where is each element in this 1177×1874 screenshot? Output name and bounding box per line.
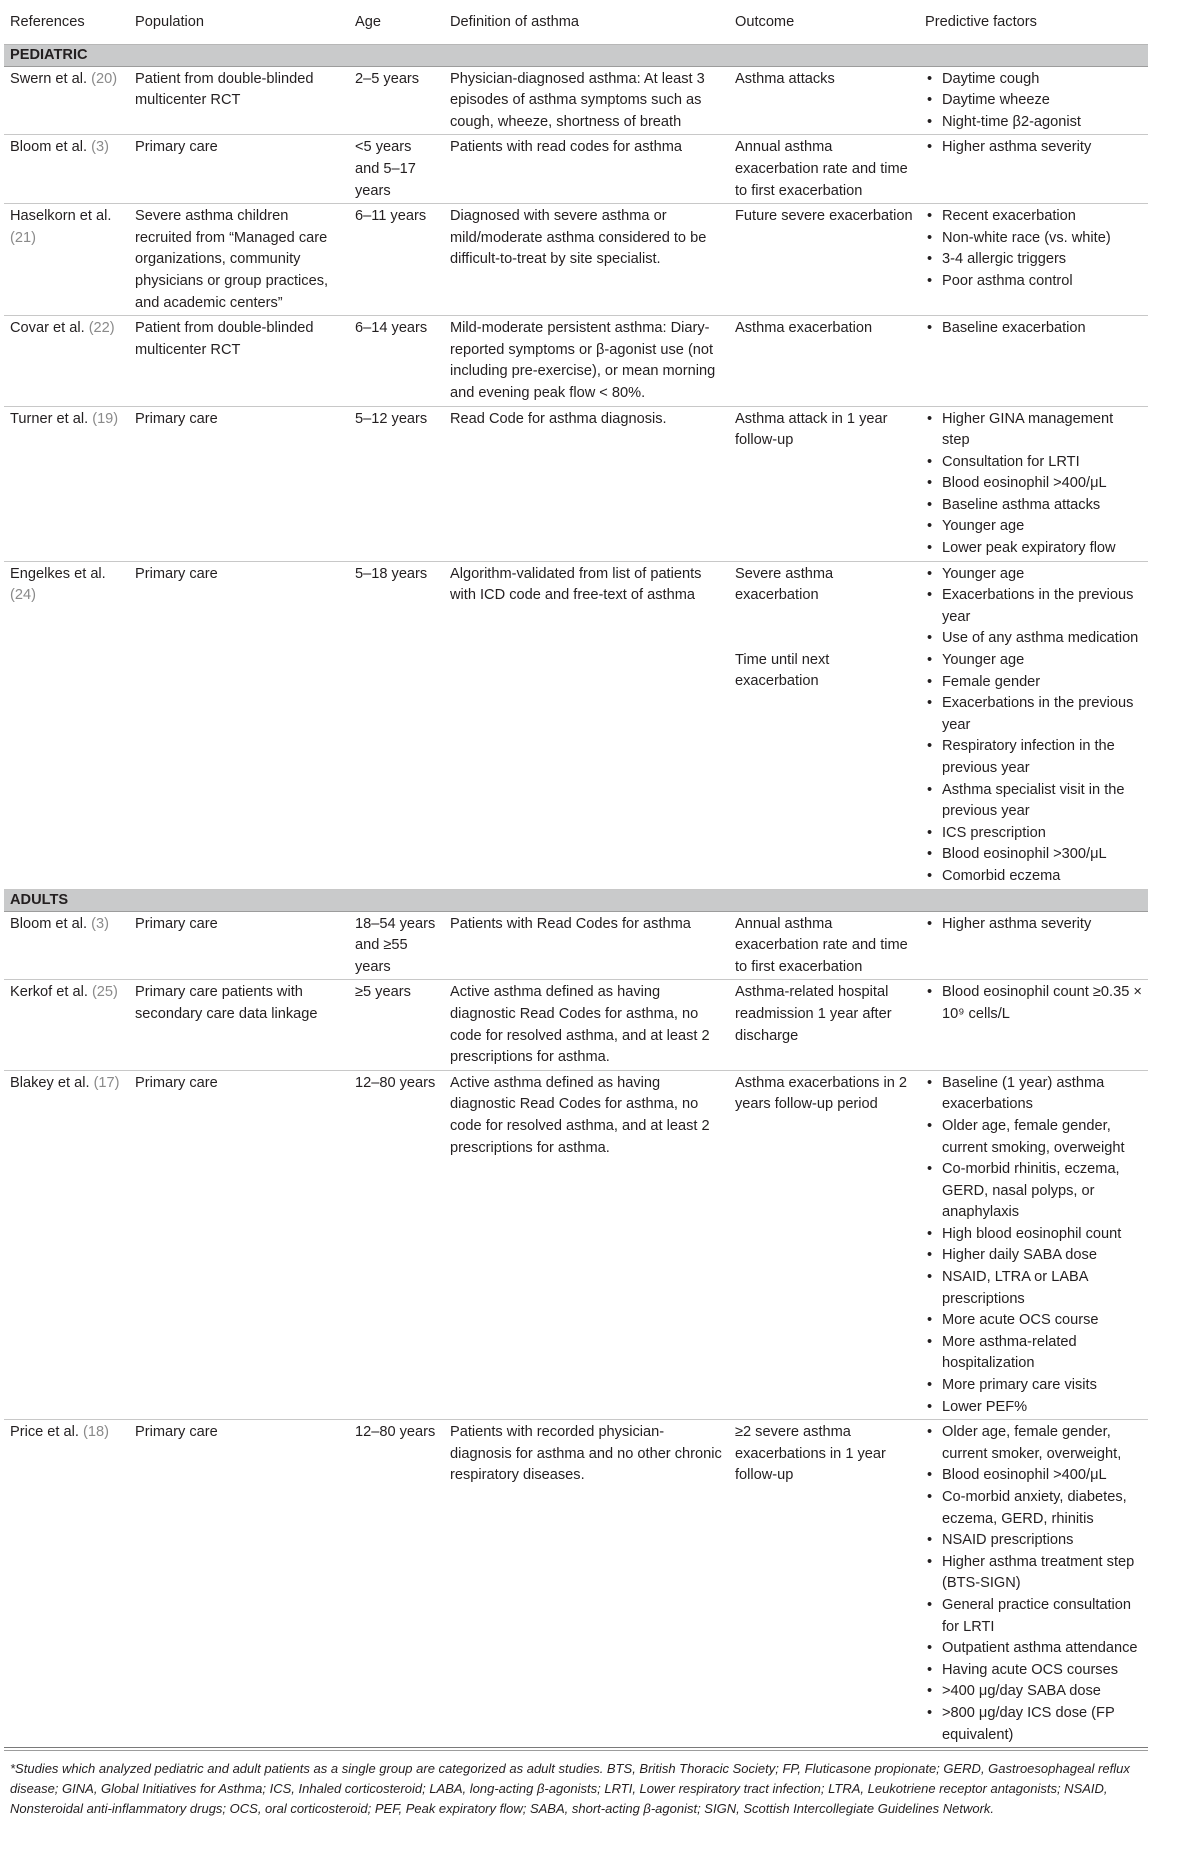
definition-cell: Patients with recorded physician-diagnosis for asthma and no other chronic respiratory diseases. <box>444 1420 729 1748</box>
table-row <box>4 561 1148 889</box>
table-row <box>4 911 1148 980</box>
predictive-factors-cell <box>919 316 1148 406</box>
outcome-cell <box>729 911 919 980</box>
predictive-factors-cell <box>919 561 1148 889</box>
citation-link[interactable]: (25) <box>91 984 118 1001</box>
outcome-cell <box>729 66 919 135</box>
reference-cell <box>4 911 129 980</box>
population-cell: Primary care patients with secondary care data linkage <box>129 980 349 1070</box>
predictive-factors-cell <box>919 1420 1148 1748</box>
predictive-factors-list <box>925 69 1142 134</box>
header-age: Age <box>349 0 444 44</box>
predictive-factor-item: • Blood eosinophil >400/μL <box>925 1465 1142 1487</box>
table-row <box>4 66 1148 135</box>
age-cell: ≥5 years <box>349 980 444 1070</box>
predictive-factor-item: • Blood eosinophil >400/μL <box>925 473 1142 495</box>
predictive-factor-item: • Co-morbid anxiety, diabetes, eczema, GERD, rhinitis <box>925 1487 1142 1530</box>
predictive-factors-list <box>925 564 1142 888</box>
table-header <box>4 0 1148 44</box>
predictive-factor-item: • Blood eosinophil count ≥0.35 × 10⁹ cells/L <box>925 982 1142 1025</box>
predictive-factors-cell <box>919 135 1148 204</box>
outcome-cell <box>729 1420 919 1748</box>
table-row <box>4 135 1148 204</box>
predictive-factor-item: • >400 μg/day SABA dose <box>925 1681 1142 1703</box>
citation-link[interactable]: (19) <box>92 410 119 427</box>
age-cell: 12–80 years <box>349 1420 444 1748</box>
table-row <box>4 316 1148 406</box>
table-body <box>4 44 1148 1748</box>
predictive-factor-item: • Baseline asthma attacks <box>925 495 1142 517</box>
table-row <box>4 204 1148 316</box>
predictive-factor-item: • Daytime cough <box>925 69 1142 91</box>
outcome-text: Time until next exacerbation <box>735 651 830 690</box>
predictive-factors-cell <box>919 406 1148 561</box>
predictive-factors-cell <box>919 980 1148 1070</box>
reference-author: Blakey et al. <box>10 1074 90 1091</box>
population-cell: Primary care <box>129 1070 349 1420</box>
predictive-factor-item: • Younger age <box>925 564 1142 586</box>
population-cell: Primary care <box>129 561 349 889</box>
predictive-factor-item: • More acute OCS course <box>925 1310 1142 1332</box>
age-cell: 18–54 years and ≥55 years <box>349 911 444 980</box>
outcome-text: Asthma-related hospital readmission 1 year after discharge <box>735 984 892 1044</box>
outcome-cell <box>729 135 919 204</box>
predictive-factor-item: • Younger age <box>925 650 1142 672</box>
predictive-factor-item: • General practice consultation for LRTI <box>925 1595 1142 1638</box>
definition-cell: Patients with Read Codes for asthma <box>444 911 729 980</box>
predictive-factor-item: • 3-4 allergic triggers <box>925 249 1142 271</box>
citation-link[interactable]: (22) <box>88 320 115 337</box>
predictive-factor-item: • >800 μg/day ICS dose (FP equivalent) <box>925 1703 1142 1746</box>
predictive-factor-item: • Use of any asthma medication <box>925 628 1142 650</box>
header-references: References <box>4 0 129 44</box>
predictive-factor-item: • Daytime wheeze <box>925 90 1142 112</box>
predictive-factor-item: • Consultation for LRTI <box>925 452 1142 474</box>
predictive-factor-item: • More primary care visits <box>925 1375 1142 1397</box>
reference-author: Bloom et al. <box>10 915 88 932</box>
population-cell: Primary care <box>129 911 349 980</box>
citation-link[interactable]: (21) <box>10 229 36 246</box>
predictive-factors-list <box>925 914 1142 936</box>
predictive-factors-list <box>925 982 1142 1025</box>
reference-cell <box>4 1420 129 1748</box>
predictive-factor-item: • Higher asthma severity <box>925 137 1142 159</box>
section-header-row <box>4 889 1148 911</box>
predictive-factors-list <box>925 206 1142 292</box>
predictive-factor-item: • NSAID prescriptions <box>925 1530 1142 1552</box>
citation-link[interactable]: (3) <box>91 915 109 932</box>
outcome-text: Asthma exacerbations in 2 years follow-up period <box>735 1074 907 1113</box>
outcome-cell <box>729 204 919 316</box>
population-cell: Patient from double-blinded multicenter RCT <box>129 66 349 135</box>
population-cell: Patient from double-blinded multicenter RCT <box>129 316 349 406</box>
outcome-cell <box>729 980 919 1070</box>
predictive-factor-item: • Older age, female gender, current smoking, overweight <box>925 1116 1142 1159</box>
population-cell: Primary care <box>129 135 349 204</box>
header-row <box>4 0 1148 44</box>
predictive-factor-item: • Baseline (1 year) asthma exacerbations <box>925 1073 1142 1116</box>
reference-cell <box>4 204 129 316</box>
table-row <box>4 1420 1148 1748</box>
citation-link[interactable]: (24) <box>10 587 36 604</box>
predictive-factors-list <box>925 137 1142 159</box>
predictive-factor-item: • Higher daily SABA dose <box>925 1245 1142 1267</box>
definition-cell: Patients with read codes for asthma <box>444 135 729 204</box>
citation-link[interactable]: (18) <box>83 1424 109 1441</box>
outcome-text: Asthma exacerbation <box>735 320 873 337</box>
outcome-cell <box>729 316 919 406</box>
definition-cell: Mild-moderate persistent asthma: Diary-reported symptoms or β-agonist use (not including pre-exercise), or mean morning and evening peak flow < 80%. <box>444 316 729 406</box>
predictive-factor-item: • More asthma-related hospitalization <box>925 1332 1142 1375</box>
population-cell: Severe asthma children recruited from “Managed care organizations, community physicians or group practices, and academic centers” <box>129 204 349 316</box>
reference-author: Engelkes et al. <box>10 565 106 582</box>
header-definition: Definition of asthma <box>444 0 729 44</box>
predictive-factors-cell <box>919 1070 1148 1420</box>
reference-cell <box>4 1070 129 1420</box>
reference-cell <box>4 135 129 204</box>
definition-cell: Diagnosed with severe asthma or mild/moderate asthma considered to be difficult-to-treat by site specialist. <box>444 204 729 316</box>
population-cell: Primary care <box>129 406 349 561</box>
predictive-factor-item: • ICS prescription <box>925 823 1142 845</box>
predictive-factors-cell <box>919 204 1148 316</box>
predictive-factor-item: • Older age, female gender, current smoker, overweight, <box>925 1422 1142 1465</box>
predictive-factor-item: • Higher asthma severity <box>925 914 1142 936</box>
reference-author: Price et al. <box>10 1424 79 1441</box>
citation-link[interactable]: (20) <box>91 70 118 87</box>
definition-cell: Active asthma defined as having diagnostic Read Codes for asthma, no code for resolved asthma, and at least 2 prescriptions for asthma. <box>444 1070 729 1420</box>
predictive-factor-item: • Exacerbations in the previous year <box>925 585 1142 628</box>
age-cell: 2–5 years <box>349 66 444 135</box>
table-footnote: *Studies which analyzed pediatric and adult patients as a single group are categorized as adult studies. BTS, British Thoracic Society; FP, Fluticasone propionate; GERD, Gastroesophageal reflux disease; GINA, Global Initiatives for Asthma; ICS, Inhaled corticosteroid; LABA, long-acting β-agonists; LRTI, Lower respiratory tract infection; LTRA, Leukotriene receptor antagonists; NSAID, Nonsteroidal anti-inflammatory drugs; OCS, oral corticosteroid; PEF, Peak expiratory flow; SABA, short-acting β-agonist; SIGN, Scottish Intercollegiate Guidelines Network. <box>4 1750 1148 1819</box>
predictive-factor-item: • Lower PEF% <box>925 1397 1142 1419</box>
predictive-factor-item: • Younger age <box>925 516 1142 538</box>
predictive-factor-item: • Comorbid eczema <box>925 866 1142 888</box>
reference-author: Bloom et al. <box>10 139 88 156</box>
reference-author: Haselkorn et al. <box>10 208 112 225</box>
section-title: ADULTS <box>4 889 1148 911</box>
predictive-factor-item: • High blood eosinophil count <box>925 1224 1142 1246</box>
predictive-factor-item: • Higher GINA management step <box>925 409 1142 452</box>
predictive-factors-list <box>925 409 1142 560</box>
age-cell: <5 years and 5–17 years <box>349 135 444 204</box>
citation-link[interactable]: (17) <box>93 1074 120 1091</box>
definition-cell: Active asthma defined as having diagnostic Read Codes for asthma, no code for resolved asthma, and at least 2 prescriptions for asthma. <box>444 980 729 1070</box>
outcome-spacer <box>735 607 913 650</box>
predictive-factors-list <box>925 1073 1142 1419</box>
predictive-factor-item: • Outpatient asthma attendance <box>925 1638 1142 1660</box>
age-cell: 5–18 years <box>349 561 444 889</box>
table-row <box>4 1070 1148 1420</box>
reference-cell <box>4 406 129 561</box>
predictive-factors-cell <box>919 66 1148 135</box>
predictive-factor-item: • Respiratory infection in the previous year <box>925 736 1142 779</box>
reference-author: Covar et al. <box>10 320 85 337</box>
outcome-text: Future severe exacerbation <box>735 208 913 225</box>
reference-cell <box>4 66 129 135</box>
predictive-factor-item: • Female gender <box>925 672 1142 694</box>
outcome-cell <box>729 561 919 889</box>
predictive-factors-table <box>4 0 1148 1748</box>
predictive-factor-item: • Having acute OCS courses <box>925 1660 1142 1682</box>
predictive-factors-list <box>925 318 1142 340</box>
outcome-text: Asthma attacks <box>735 70 835 87</box>
outcome-text: Annual asthma exacerbation rate and time to first exacerbation <box>735 915 908 975</box>
section-header-row <box>4 44 1148 66</box>
reference-author: Kerkof et al. <box>10 984 88 1001</box>
table-row <box>4 980 1148 1070</box>
header-predictive-factors: Predictive factors <box>919 0 1148 44</box>
predictive-factor-item: • Co-morbid rhinitis, eczema, GERD, nasal polyps, or anaphylaxis <box>925 1159 1142 1224</box>
predictive-factor-item: • Non-white race (vs. white) <box>925 228 1142 250</box>
definition-cell: Physician-diagnosed asthma: At least 3 episodes of asthma symptoms such as cough, wheeze, shortness of breath <box>444 66 729 135</box>
predictive-factors-cell <box>919 911 1148 980</box>
age-cell: 12–80 years <box>349 1070 444 1420</box>
header-population: Population <box>129 0 349 44</box>
header-outcome: Outcome <box>729 0 919 44</box>
outcome-text: ≥2 severe asthma exacerbations in 1 year follow-up <box>735 1424 886 1484</box>
predictive-factor-item: • NSAID, LTRA or LABA prescriptions <box>925 1267 1142 1310</box>
predictive-factor-item: • Asthma specialist visit in the previous year <box>925 780 1142 823</box>
table-row <box>4 406 1148 561</box>
predictive-factors-list <box>925 1422 1142 1746</box>
predictive-factor-item: • Night-time β2-agonist <box>925 112 1142 134</box>
predictive-factor-item: • Baseline exacerbation <box>925 318 1142 340</box>
reference-cell <box>4 316 129 406</box>
reference-author: Swern et al. <box>10 70 88 87</box>
definition-cell: Algorithm-validated from list of patients with ICD code and free-text of asthma <box>444 561 729 889</box>
predictive-factor-item: • Blood eosinophil >300/μL <box>925 844 1142 866</box>
outcome-text: Asthma attack in 1 year follow-up <box>735 410 888 449</box>
age-cell: 6–14 years <box>349 316 444 406</box>
reference-author: Turner et al. <box>10 410 89 427</box>
predictive-factor-item: • Higher asthma treatment step (BTS-SIGN) <box>925 1552 1142 1595</box>
predictive-factor-item: • Poor asthma control <box>925 271 1142 293</box>
reference-cell <box>4 980 129 1070</box>
reference-cell <box>4 561 129 889</box>
age-cell: 5–12 years <box>349 406 444 561</box>
outcome-text: Annual asthma exacerbation rate and time to first exacerbation <box>735 139 908 199</box>
section-title: PEDIATRIC <box>4 44 1148 66</box>
predictive-factor-item: • Lower peak expiratory flow <box>925 538 1142 560</box>
predictive-factor-item: • Recent exacerbation <box>925 206 1142 228</box>
predictive-factor-item: • Exacerbations in the previous year <box>925 693 1142 736</box>
outcome-cell <box>729 406 919 561</box>
outcome-text: Severe asthma exacerbation <box>735 565 834 604</box>
age-cell: 6–11 years <box>349 204 444 316</box>
population-cell: Primary care <box>129 1420 349 1748</box>
outcome-cell <box>729 1070 919 1420</box>
citation-link[interactable]: (3) <box>91 139 109 156</box>
definition-cell: Read Code for asthma diagnosis. <box>444 406 729 561</box>
